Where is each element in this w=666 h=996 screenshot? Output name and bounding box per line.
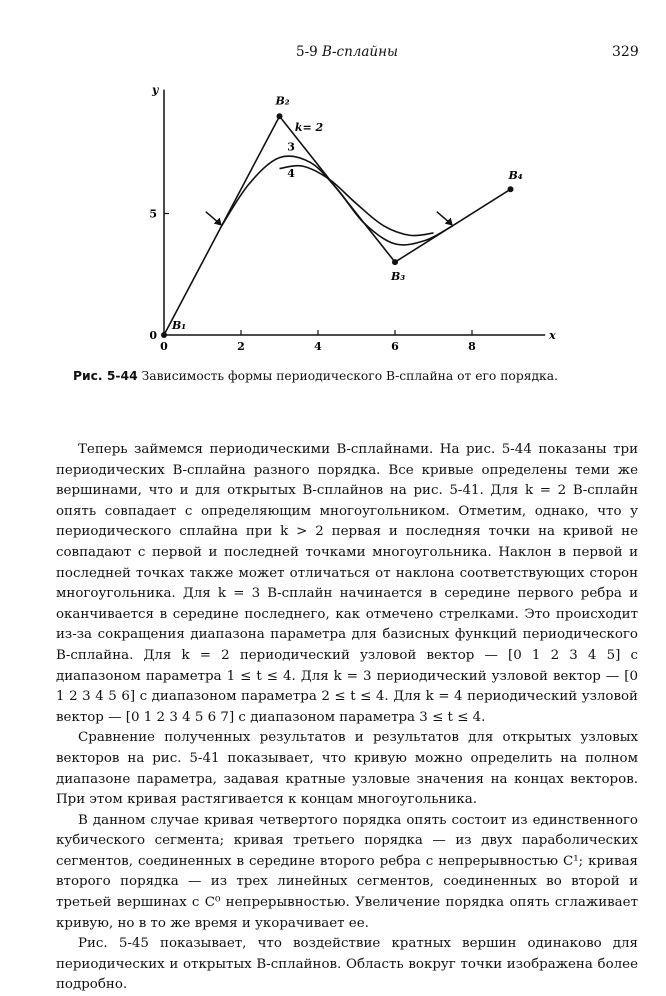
y-axis-label: y — [152, 83, 159, 97]
body-text — [56, 440, 638, 996]
vertex-label-B1: B₁ — [172, 319, 187, 332]
vertex-label-B4: B₄ — [508, 169, 523, 183]
series-label-k3: 3 — [287, 140, 295, 154]
x-tick-label-0: 0 — [160, 340, 168, 353]
y-tick-label-0: 0 — [149, 329, 157, 342]
paragraph-3: В данном случае кривая четвертого порядка опять состоит из единственного кубического сегмента; кривая третьего порядка — из двух параболических сегментов, соединенных в середине второго ребра с непрерывностью C¹; кривая второго порядка — из трех линейных сегментов, соединенных во второй и третьей вершинах с C⁰ непрерывностью. Увеличение порядка опять сглаживает кривую, но в то же время и укорачивает ее. — [56, 812, 638, 931]
y-tick-label-5: 5 — [149, 207, 157, 221]
x-tick-label-4: 4 — [314, 340, 322, 353]
page-number: 329 — [612, 44, 639, 60]
curves — [161, 113, 514, 338]
series-label-k2: k= 2 — [294, 120, 324, 134]
vertex-B2 — [277, 113, 283, 119]
figure-labels — [149, 84, 556, 353]
x-tick-label-2: 2 — [237, 340, 245, 353]
paragraph-4: Рис. 5-45 показывает, что воздействие кратных вершин одинаково для периодических и открытых В-сплайнов. Область вокруг точки изображена более подробно. — [56, 936, 638, 993]
section-title: В-сплайны — [322, 44, 399, 60]
running-title — [296, 44, 398, 60]
caption-text: Зависимость формы периодического В-сплайна от его порядка. — [141, 369, 558, 383]
paragraph-2: Сравнение полученных результатов и результатов для открытых узловых векторов на рис. 5-41 показывает, что кривую можно определить на полном диапазоне параметра, задавая кратные узловые значения на концах векторов. При этом кривая растягивается к концам многоугольника. — [56, 730, 638, 808]
curve-k4 — [280, 166, 434, 236]
vertex-label-B2: B₂ — [275, 94, 290, 108]
x-axis-label: x — [549, 329, 556, 342]
curve-k3 — [222, 156, 453, 245]
curve-k2-polygon — [164, 116, 511, 335]
caption-label: Рис. 5-44 — [73, 369, 138, 383]
paragraph-1: Теперь займемся периодическими В-сплайнами. На рис. 5-44 показаны три периодических В-сплайна разного порядка. Все кривые определены теми же вершинами, что и для открытых В-сплайнов на рис. 5-41. Для k = 2 В-сплайн опять совпадает с определяющим многоугольником. Отметим, однако, что у периодического сплайна при k > 2 первая и последняя точки на кривой не совпадают с первой и последней точками многоугольника. Наклон в первой и последней точках также может отличаться от наклона соответствующих сторон многоугольника. Для k = 3 В-сплайн начинается в середине первого ребра и оканчивается в середине последнего, как отмечено стрелками. Это происходит из-за сокращения диапазона параметра для базисных функций периодического В-сплайна. Для k = 2 периодический узловой вектор — [0 1 2 3 4 5] с диапазоном параметра 1 ≤ t ≤ 4. Для k = 3 периодический узловой вектор — [0 1 2 3 4 5 6] с диапазоном параметра 2 ≤ t ≤ 4. Для k = 4 периодический узловой вектор — [0 1 2 3 4 5 6 7] с диапазоном параметра 3 ≤ t ≤ 4. — [56, 442, 638, 725]
x-tick-label-8: 8 — [468, 340, 476, 353]
vertex-B1 — [161, 332, 167, 338]
running-header — [0, 44, 666, 64]
x-tick-label-6: 6 — [391, 340, 399, 353]
series-label-k4: 4 — [287, 167, 295, 181]
figure-caption — [73, 368, 633, 385]
vertex-label-B3: B₃ — [391, 270, 406, 284]
vertex-B3 — [392, 259, 398, 265]
bspline-figure — [130, 78, 560, 368]
vertex-B4 — [508, 186, 514, 192]
section-number: 5-9 — [296, 44, 318, 60]
